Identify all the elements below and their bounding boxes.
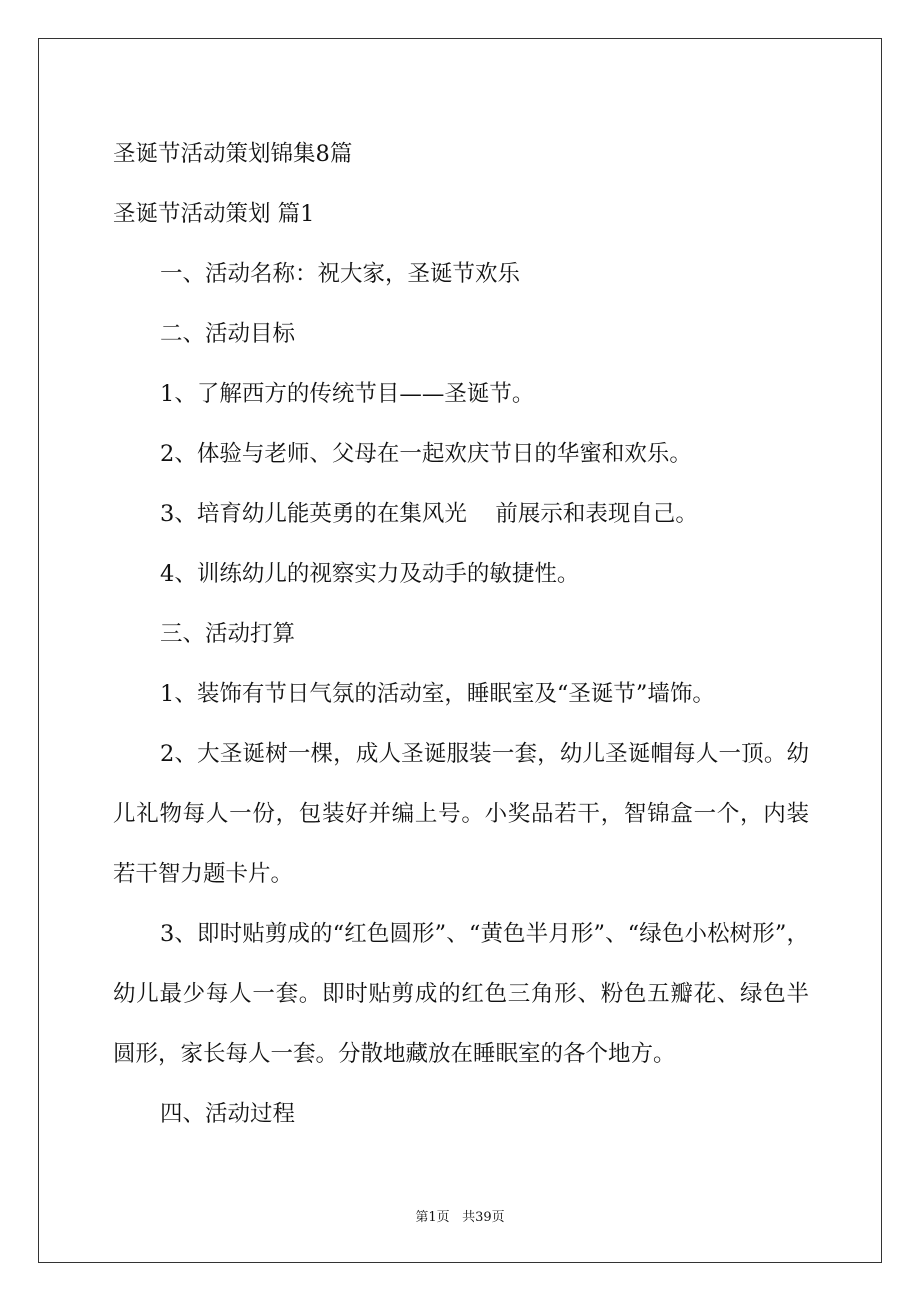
paragraph: 1、了解西方的传统节目——圣诞节。 — [160, 381, 535, 407]
paragraph: 1、装饰有节日气氛的活动室，睡眠室及“圣诞节”墙饰。 — [160, 681, 715, 707]
page-total: 共39页 — [462, 1210, 505, 1225]
paragraph: 二、活动目标 — [160, 321, 296, 347]
paragraph: 2、大圣诞树一棵，成人圣诞服装一套，幼儿圣诞帽每人一顶。幼儿礼物每人一份，包装好并编上号。小奖品若干，智锦盒一个，内装若干智力题卡片。 — [113, 741, 809, 887]
paragraph: 2、体验与老师、父母在一起欢庆节日的华蜜和欢乐。 — [160, 441, 692, 467]
page-number: 第1页 — [415, 1210, 450, 1225]
paragraph: 一、活动名称：祝大家，圣诞节欢乐 — [160, 261, 521, 287]
paragraph: 三、活动打算 — [160, 621, 296, 647]
document-body — [113, 124, 809, 1144]
paragraph: 3、培育幼儿能英勇的在集风光 前展示和表现自己。 — [160, 501, 698, 527]
paragraph: 4、训练幼儿的视察实力及动手的敏捷性。 — [160, 561, 580, 587]
document-title: 圣诞节活动策划锦集8篇 — [113, 141, 353, 167]
section-title: 圣诞节活动策划 篇1 — [113, 201, 315, 227]
paragraph: 四、活动过程 — [160, 1101, 296, 1127]
paragraph: 3、即时贴剪成的“红色圆形”、“黄色半月形”、“绿色小松树形”，幼儿最少每人一套。即时贴剪成的红色三角形、粉色五瓣花、绿色半圆形，家长每人一套。分散地藏放在睡眠室的各个地方。 — [113, 921, 809, 1067]
page-footer — [0, 1206, 920, 1225]
